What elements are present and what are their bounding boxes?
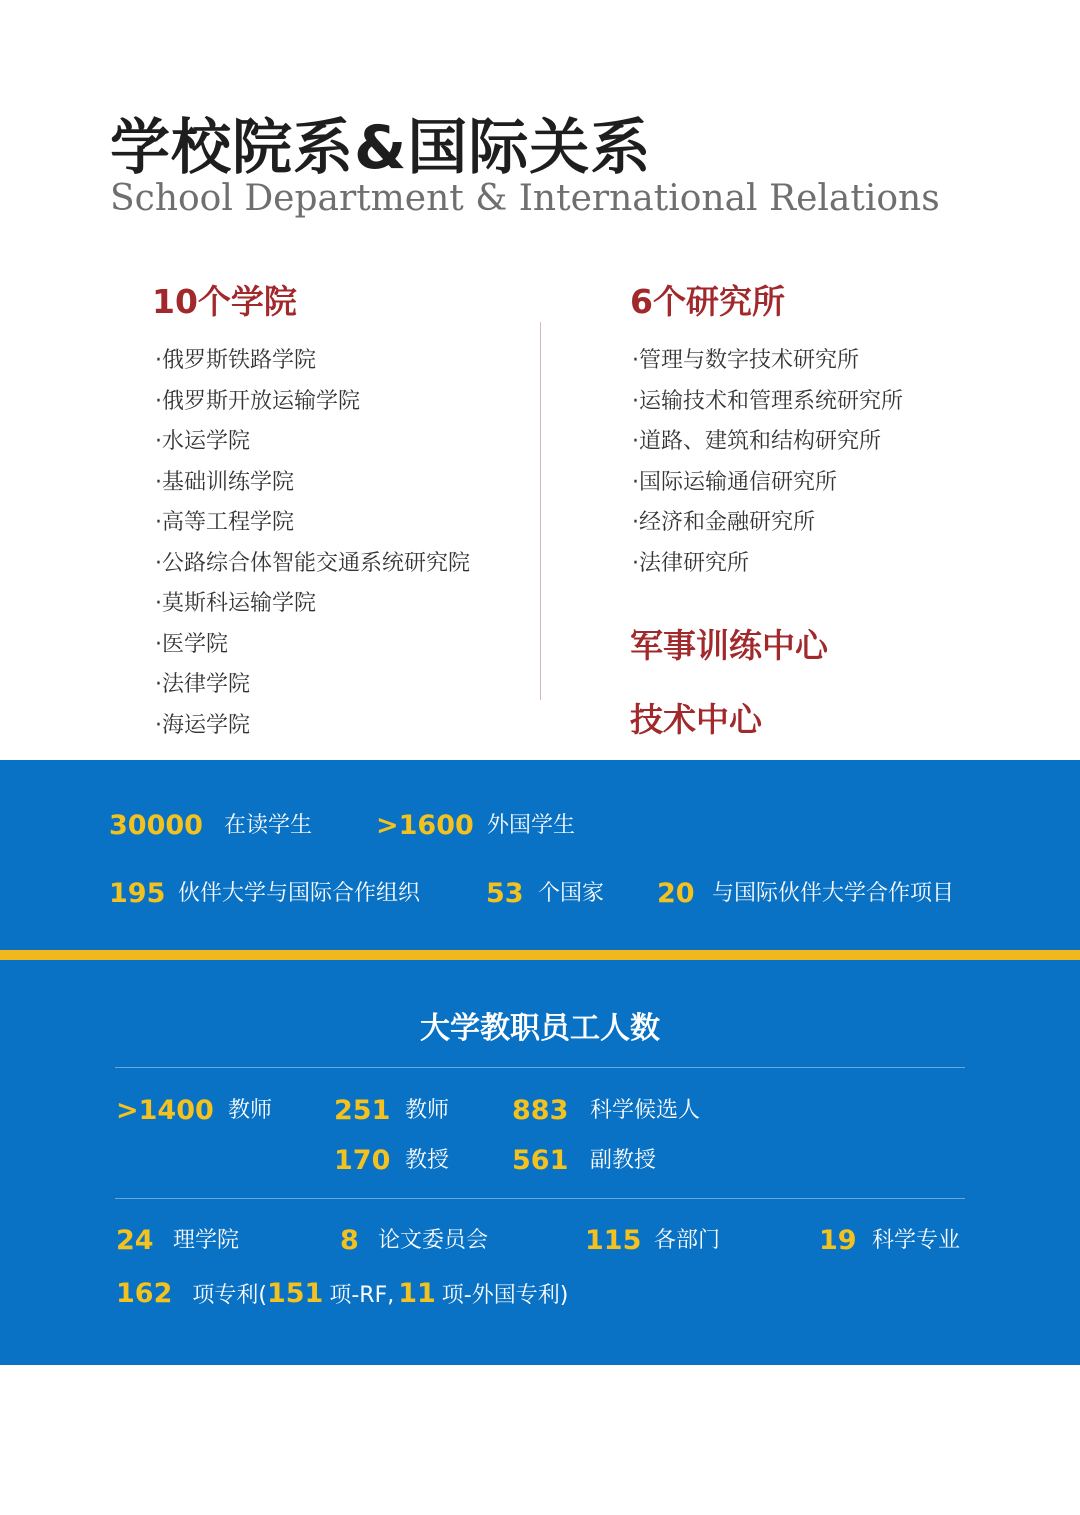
- staff-bottom-rule: [115, 1198, 965, 1199]
- college-item: ·公路综合体智能交通系统研究院: [155, 550, 470, 576]
- rf-patents-label: 项-RF,: [329, 1283, 395, 1308]
- departments-number: 115: [585, 1225, 642, 1256]
- foreign-patents-label: 项-外国专利): [441, 1283, 569, 1308]
- patents-line: [116, 1280, 568, 1307]
- partners-label: 伙伴大学与国际合作组织: [178, 881, 421, 906]
- thesis-committees-label: 论文委员会: [378, 1228, 489, 1253]
- college-item: ·法律学院: [155, 672, 250, 697]
- thesis-committees-number: 8: [340, 1225, 359, 1256]
- college-item: ·高等工程学院: [155, 510, 294, 535]
- majors-number: 19: [819, 1225, 857, 1256]
- patents-number: 162: [116, 1278, 173, 1309]
- college-item: ·水运学院: [155, 429, 250, 454]
- colleges-list: [155, 341, 470, 746]
- countries-number: 53: [486, 878, 524, 909]
- military-center-heading: 军事训练中心: [630, 626, 828, 665]
- technical-center-heading: 技术中心: [630, 700, 762, 739]
- science-colleges-label: 理学院: [173, 1228, 240, 1253]
- gold-divider: [0, 950, 1080, 960]
- college-item: ·海运学院: [155, 712, 250, 738]
- college-item: ·莫斯科运输学院: [155, 591, 316, 616]
- college-item: ·基础训练学院: [155, 469, 294, 495]
- teachers-total-label: 教师: [228, 1098, 273, 1123]
- teachers-label: 教师: [405, 1098, 450, 1123]
- students-number: 30000: [109, 810, 203, 841]
- foreign-students-label: 外国学生: [487, 813, 576, 838]
- college-item: ·医学院: [155, 631, 228, 657]
- teachers-total-number: >1400: [116, 1095, 214, 1126]
- college-item: ·俄罗斯铁路学院: [155, 348, 316, 373]
- patents-label: 项专利(: [192, 1283, 267, 1308]
- institute-item: ·经济和金融研究所: [632, 510, 815, 535]
- colleges-heading: 10个学院: [152, 282, 297, 321]
- institutes-heading: 6个研究所: [630, 282, 785, 321]
- projects-label: 与国际伙伴大学合作项目: [712, 881, 955, 906]
- staff-title: 大学教职员工人数: [420, 1011, 660, 1046]
- institute-item: ·管理与数字技术研究所: [632, 348, 859, 373]
- rf-patents-number: 151: [266, 1278, 324, 1309]
- countries-label: 个国家: [538, 881, 605, 906]
- college-item: ·俄罗斯开放运输学院: [155, 388, 360, 414]
- science-colleges-number: 24: [116, 1225, 154, 1256]
- institute-item: ·国际运输通信研究所: [632, 469, 837, 495]
- institute-item: ·运输技术和管理系统研究所: [632, 388, 903, 414]
- stats-band: [0, 760, 1080, 950]
- staff-top-rule: [115, 1067, 965, 1068]
- associate-professors-label: 副教授: [590, 1148, 657, 1173]
- projects-number: 20: [657, 878, 695, 909]
- majors-label: 科学专业: [872, 1228, 961, 1253]
- professors-label: 教授: [405, 1148, 450, 1173]
- teachers-number: 251: [334, 1095, 391, 1126]
- institute-item: ·道路、建筑和结构研究所: [632, 429, 881, 454]
- candidates-label: 科学候选人: [590, 1098, 701, 1123]
- departments-label: 各部门: [654, 1228, 721, 1253]
- column-divider: [540, 322, 541, 700]
- page-title: 学校院系&国际关系: [110, 113, 652, 183]
- foreign-students-number: >1600: [376, 810, 474, 841]
- candidates-number: 883: [512, 1095, 569, 1126]
- students-label: 在读学生: [224, 813, 313, 838]
- foreign-patents-number: 11: [398, 1278, 436, 1309]
- partners-number: 195: [109, 878, 166, 909]
- associate-professors-number: 561: [512, 1145, 569, 1176]
- institutes-list: [632, 341, 903, 584]
- institute-item: ·法律研究所: [632, 550, 749, 576]
- professors-number: 170: [334, 1145, 391, 1176]
- page-subtitle: School Department & International Relations: [110, 178, 940, 219]
